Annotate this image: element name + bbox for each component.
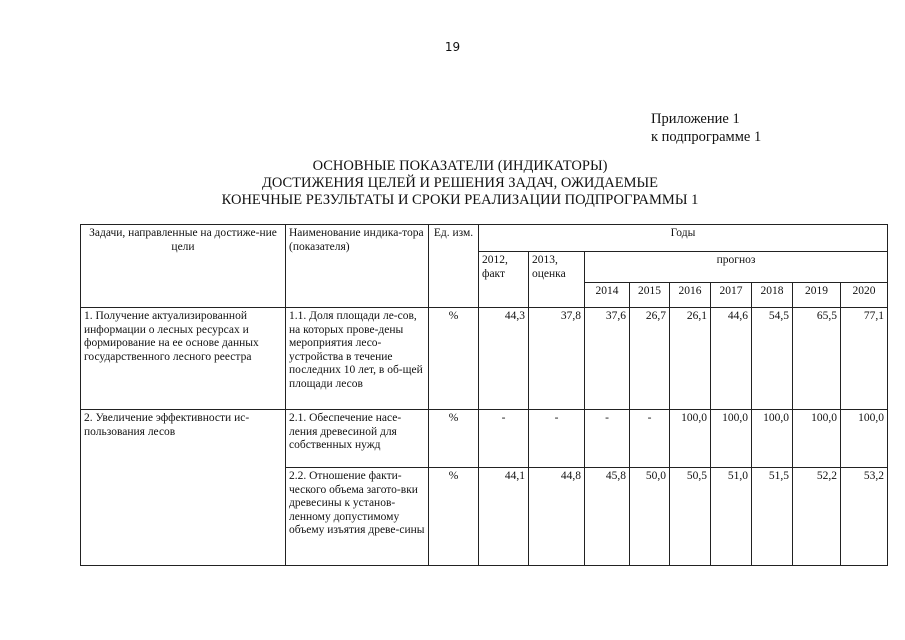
- value-cell: 26,1: [670, 308, 711, 410]
- appendix-line-1: Приложение 1: [651, 111, 740, 127]
- unit-cell: %: [429, 308, 479, 410]
- value-cell: 100,0: [841, 410, 888, 468]
- unit-cell: %: [429, 410, 479, 468]
- value-cell: 52,2: [793, 468, 841, 566]
- value-cell: 44,3: [479, 308, 529, 410]
- header-year-2016: 2016: [670, 283, 711, 308]
- value-cell: 26,7: [630, 308, 670, 410]
- header-year-2017: 2017: [711, 283, 752, 308]
- task-cell: 2. Увеличение эффективности ис-пользования лесов: [81, 410, 286, 566]
- header-years: Годы: [479, 225, 888, 252]
- value-cell: 100,0: [711, 410, 752, 468]
- header-year-2015: 2015: [630, 283, 670, 308]
- page-number: 19: [444, 40, 461, 54]
- table-row: [81, 410, 888, 468]
- value-cell: 54,5: [752, 308, 793, 410]
- value-cell: 44,1: [479, 468, 529, 566]
- value-cell: 44,6: [711, 308, 752, 410]
- indicators-table: [80, 224, 888, 566]
- indicator-cell: 1.1. Доля площади ле-сов, на которых прове-дены мероприятия лесо-устройства в течение последних 10 лет, в об-щей площади лесов: [286, 308, 429, 410]
- value-cell: 51,0: [711, 468, 752, 566]
- value-cell: 37,6: [585, 308, 630, 410]
- value-cell: 100,0: [752, 410, 793, 468]
- header-year-2018: 2018: [752, 283, 793, 308]
- value-cell: 44,8: [529, 468, 585, 566]
- header-forecast: прогноз: [585, 252, 888, 283]
- document-title: [150, 158, 770, 209]
- value-cell: -: [479, 410, 529, 468]
- header-year-2013: 2013, оценка: [529, 252, 585, 308]
- value-cell: 51,5: [752, 468, 793, 566]
- value-cell: -: [585, 410, 630, 468]
- appendix-note: [651, 110, 761, 146]
- title-line-3: КОНЕЧНЫЕ РЕЗУЛЬТАТЫ И СРОКИ РЕАЛИЗАЦИИ ПОДПРОГРАММЫ 1: [221, 192, 699, 208]
- value-cell: 77,1: [841, 308, 888, 410]
- title-line-1: ОСНОВНЫЕ ПОКАЗАТЕЛИ (ИНДИКАТОРЫ): [312, 158, 608, 174]
- value-cell: -: [529, 410, 585, 468]
- value-cell: -: [630, 410, 670, 468]
- header-unit: Ед. изм.: [429, 225, 479, 308]
- task-cell: 1. Получение актуализированной информации о лесных ресурсах и формирование на ее основе данных государственного лесного реестра: [81, 308, 286, 410]
- table-row: [81, 308, 888, 410]
- header-indicator: Наименование индика-тора (показателя): [286, 225, 429, 308]
- header-year-2012: 2012, факт: [479, 252, 529, 308]
- indicator-cell: 2.1. Обеспечение насе-ления древесиной для собственных нужд: [286, 410, 429, 468]
- value-cell: 37,8: [529, 308, 585, 410]
- value-cell: 100,0: [670, 410, 711, 468]
- unit-cell: %: [429, 468, 479, 566]
- value-cell: 50,0: [630, 468, 670, 566]
- value-cell: 50,5: [670, 468, 711, 566]
- title-line-2: ДОСТИЖЕНИЯ ЦЕЛЕЙ И РЕШЕНИЯ ЗАДАЧ, ОЖИДАЕМЫЕ: [261, 175, 659, 191]
- value-cell: 45,8: [585, 468, 630, 566]
- value-cell: 65,5: [793, 308, 841, 410]
- value-cell: 53,2: [841, 468, 888, 566]
- header-tasks: Задачи, направленные на достиже-ние цели: [81, 225, 286, 308]
- appendix-line-2: к подпрограмме 1: [651, 129, 762, 145]
- header-year-2020: 2020: [841, 283, 888, 308]
- header-year-2019: 2019: [793, 283, 841, 308]
- indicator-cell: 2.2. Отношение факти-ческого объема загото-вки древесины к установ-ленному допустимому объему изъятия древе-сины: [286, 468, 429, 566]
- value-cell: 100,0: [793, 410, 841, 468]
- header-year-2014: 2014: [585, 283, 630, 308]
